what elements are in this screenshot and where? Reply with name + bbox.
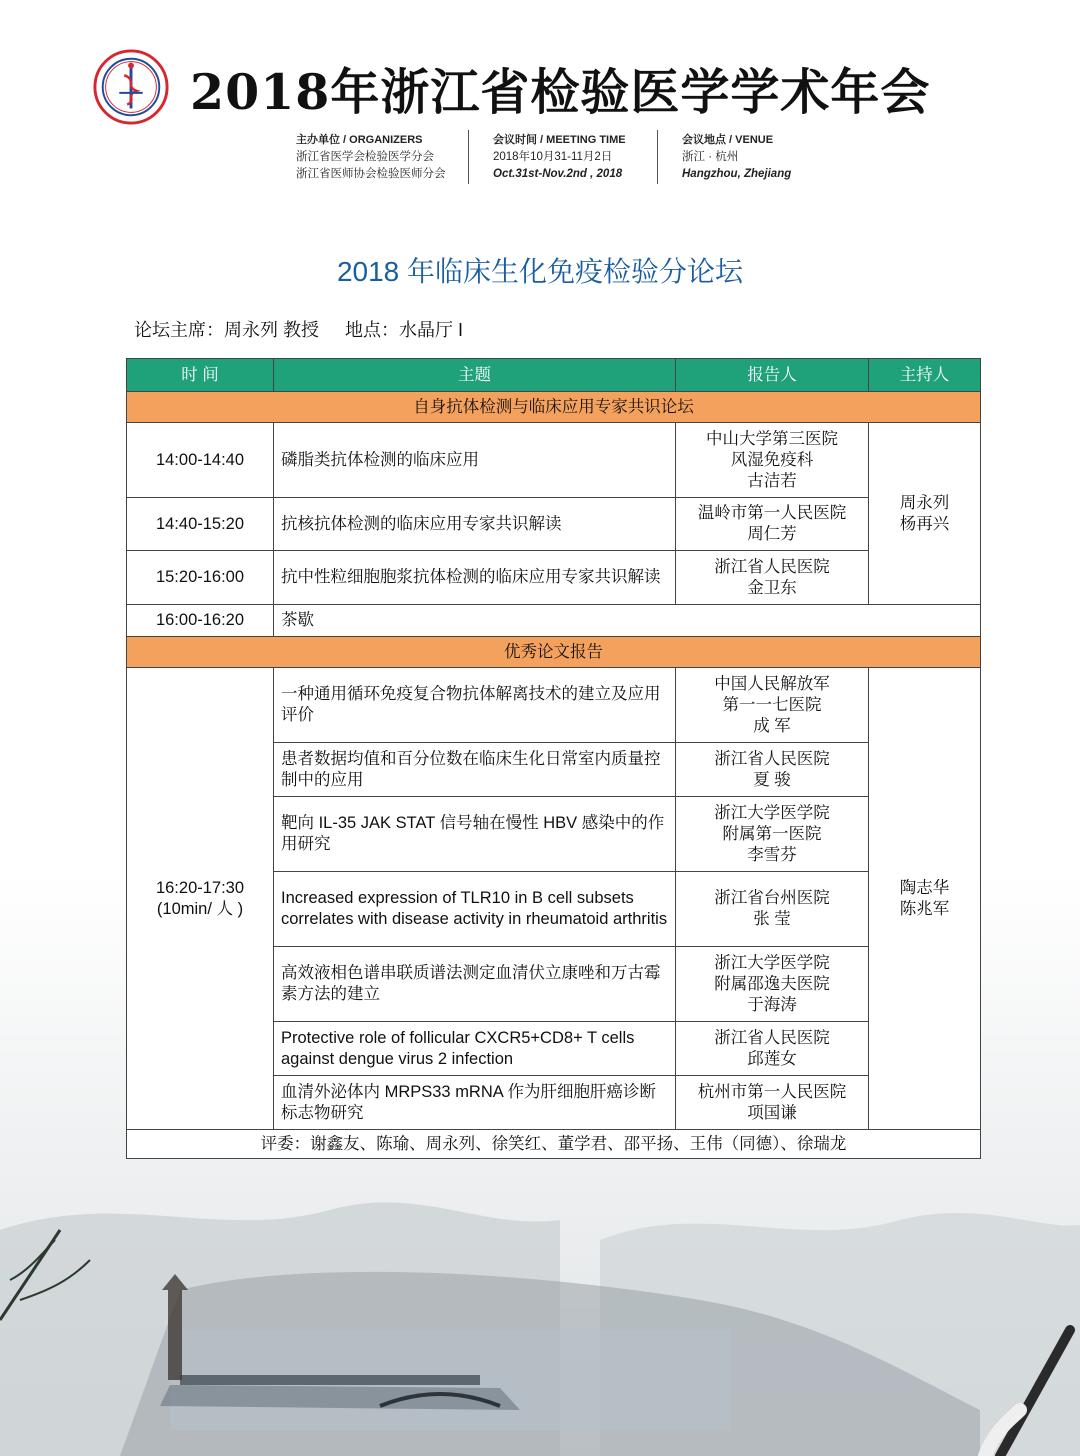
- table-row: [127, 668, 981, 743]
- venue-en: Hangzhou, Zhejiang: [682, 168, 792, 180]
- venue-label: 会议地点 / VENUE: [682, 134, 774, 146]
- time-cell: 14:00-14:40: [127, 423, 274, 498]
- meeting-date-cn: 2018年10月31-11月2日: [493, 151, 613, 163]
- table-row: [127, 498, 981, 551]
- organizer-2: 浙江省医师协会检验医师分会: [296, 168, 446, 180]
- header-time: 时 间: [127, 359, 274, 392]
- section-row: [127, 637, 981, 668]
- venue-cn: 浙江 · 杭州: [682, 151, 739, 163]
- time-cell: 16:20-17:30 (10min/ 人 ): [127, 668, 274, 1130]
- meeting-date-en: Oct.31st-Nov.2nd , 2018: [493, 168, 623, 180]
- table-row: [127, 551, 981, 605]
- header: [0, 0, 1080, 200]
- venue-block: [682, 132, 791, 183]
- schedule-table: [126, 358, 981, 1159]
- time-cell: 15:20-16:00: [127, 551, 274, 605]
- topic-cell: 一种通用循环免疫复合物抗体解离技术的建立及应用评价: [274, 668, 676, 743]
- speaker-cell: 浙江大学医学院 附属第一医院 李雪芬: [676, 797, 869, 872]
- table-row: [127, 605, 981, 637]
- topic-cell: 抗中性粒细胞胞浆抗体检测的临床应用专家共识解读: [274, 551, 676, 605]
- divider: [468, 130, 469, 184]
- divider: [657, 130, 658, 184]
- topic-cell: 抗核抗体检测的临床应用专家共识解读: [274, 498, 676, 551]
- meeting-time-label: 会议时间 / MEETING TIME: [493, 134, 626, 146]
- meeting-time-block: [493, 132, 626, 183]
- table-header-row: [127, 359, 981, 392]
- topic-cell: 磷脂类抗体检测的临床应用: [274, 423, 676, 498]
- speaker-cell: 杭州市第一人民医院 项国谦: [676, 1076, 869, 1130]
- topic-cell: 患者数据均值和百分位数在临床生化日常室内质量控制中的应用: [274, 743, 676, 797]
- speaker-cell: 浙江省人民医院 夏 骏: [676, 743, 869, 797]
- section-title: 优秀论文报告: [127, 637, 981, 668]
- host-cell: 周永列 杨再兴: [869, 423, 981, 605]
- page-title: 2018年浙江省检验医学学术年会: [190, 63, 931, 121]
- speaker-cell: 浙江省人民医院 邱莲女: [676, 1022, 869, 1076]
- association-emblem-icon: [92, 48, 170, 126]
- topic-cell: 靶向 IL-35 JAK STAT 信号轴在慢性 HBV 感染中的作用研究: [274, 797, 676, 872]
- header-host: 主持人: [869, 359, 981, 392]
- topic-cell: 茶歇: [274, 605, 981, 637]
- organizers-block: [296, 132, 446, 183]
- speaker-cell: 浙江省人民医院 金卫东: [676, 551, 869, 605]
- speaker-cell: 温岭市第一人民医院 周仁芳: [676, 498, 869, 551]
- topic-cell: Increased expression of TLR10 in B cell subsets correlates with disease activity in rheumatoid arthritis: [274, 872, 676, 947]
- forum-chair: 论坛主席：周永列 教授: [134, 320, 319, 340]
- header-speaker: 报告人: [676, 359, 869, 392]
- header-topic: 主题: [274, 359, 676, 392]
- section-title: 自身抗体检测与临床应用专家共识论坛: [127, 392, 981, 423]
- forum-title: 2018 年临床生化免疫检验分论坛: [336, 256, 744, 287]
- time-cell: 16:00-16:20: [127, 605, 274, 637]
- organizers-label: 主办单位 / ORGANIZERS: [296, 134, 423, 146]
- organizer-1: 浙江省医学会检验医学分会: [296, 151, 434, 163]
- topic-cell: 高效液相色谱串联质谱法测定血清伏立康唑和万古霉素方法的建立: [274, 947, 676, 1022]
- time-cell: 14:40-15:20: [127, 498, 274, 551]
- topic-cell: 血清外泌体内 MRPS33 mRNA 作为肝细胞肝癌诊断标志物研究: [274, 1076, 676, 1130]
- topic-cell: Protective role of follicular CXCR5+CD8+ T cells against dengue virus 2 infection: [274, 1022, 676, 1076]
- judges-row: [127, 1130, 981, 1159]
- judges-cell: 评委：谢鑫友、陈瑜、周永列、徐笑红、董学君、邵平扬、王伟（同德）、徐瑞龙: [127, 1130, 981, 1159]
- speaker-cell: 浙江大学医学院 附属邵逸夫医院 于海涛: [676, 947, 869, 1022]
- speaker-cell: 中国人民解放军 第一一七医院 成 军: [676, 668, 869, 743]
- speaker-cell: 浙江省台州医院 张 莹: [676, 872, 869, 947]
- section-row: [127, 392, 981, 423]
- ink-landscape-illustration: [0, 1170, 1080, 1456]
- forum-location: 地点：水晶厅 I: [345, 320, 464, 340]
- speaker-cell: 中山大学第三医院 风湿免疫科 古洁若: [676, 423, 869, 498]
- table-row: [127, 423, 981, 498]
- host-cell: 陶志华 陈兆军: [869, 668, 981, 1130]
- forum-chair-line: [134, 316, 463, 342]
